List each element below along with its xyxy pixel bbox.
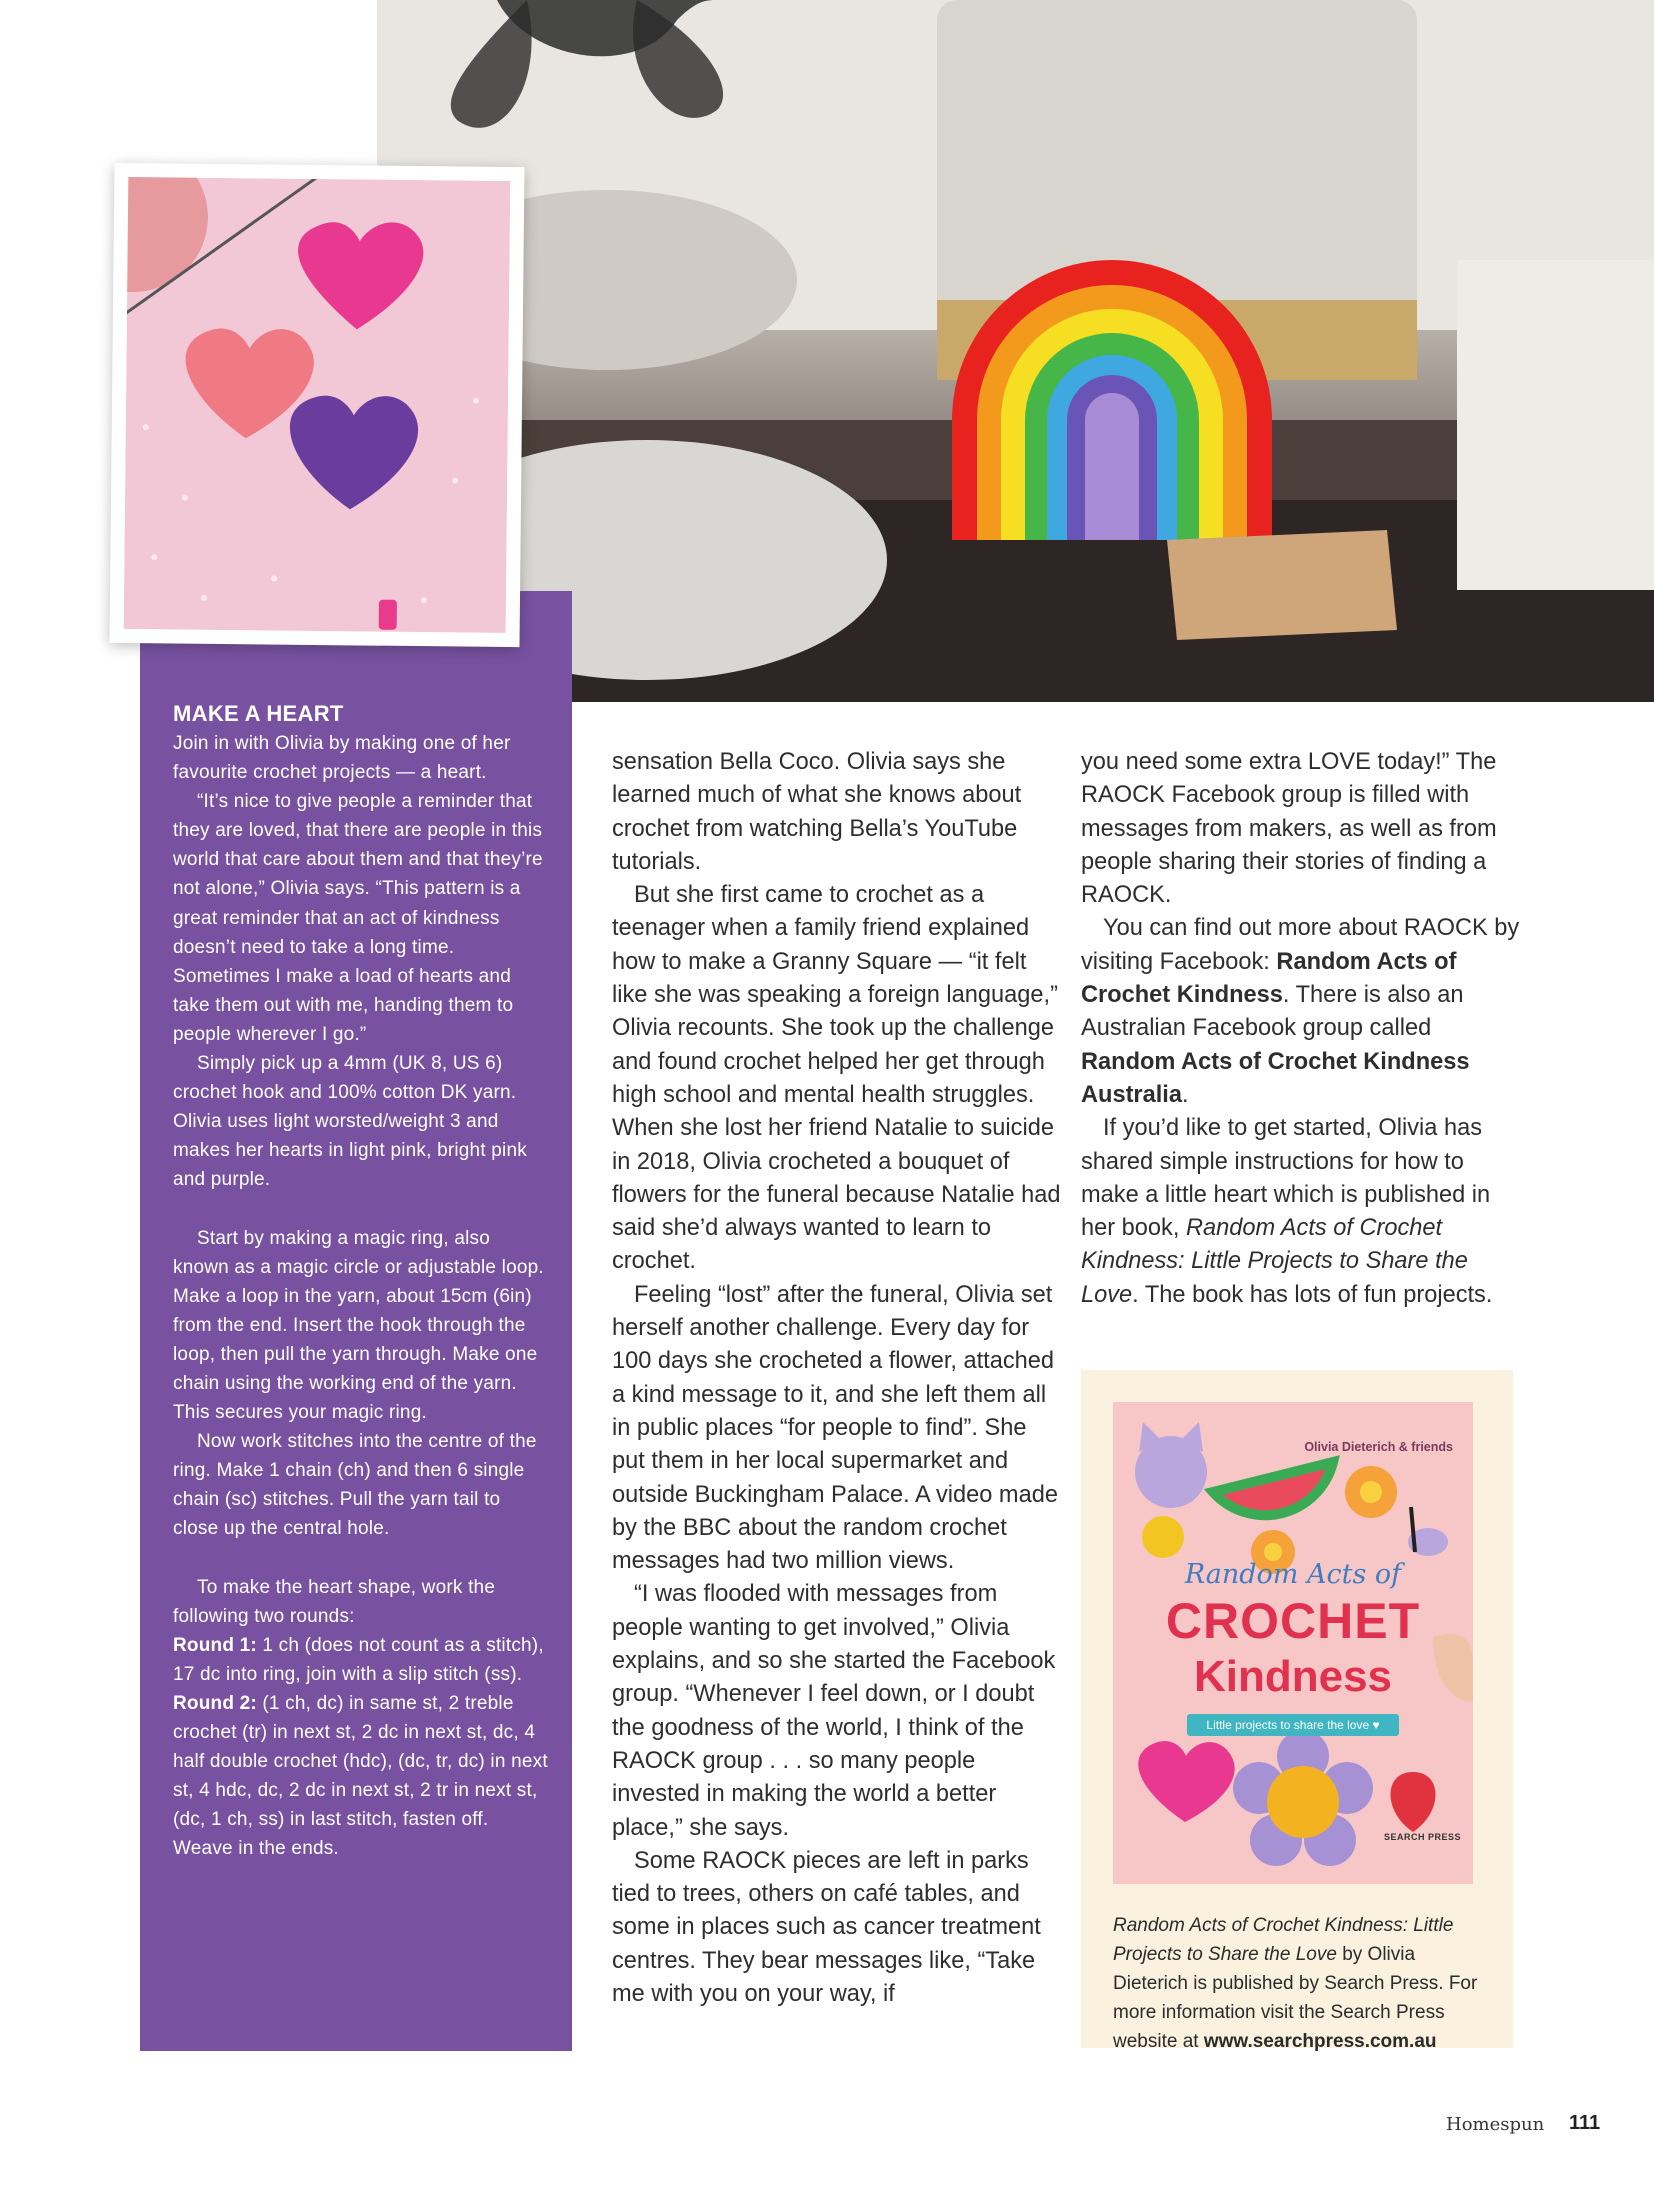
- stitches-paragraph: Now work stitches into the centre of the ring. Make 1 chain (ch) and then 6 single chain (sc) stitches. Pull the yarn tail to close up the central hole.: [173, 1431, 537, 1540]
- article-paragraph: “I was flooded with messages from people wanting to get involved,” Olivia explains, and so she started the Facebook group. “Whenever I feel down, or I doubt the goodness of the world, I think of the RAOCK group . . . so many people invested in making the world a better place,” she says.: [612, 1581, 1056, 1841]
- materials-paragraph: Simply pick up a 4mm (UK 8, US 6) crochet hook and 100% cotton DK yarn. Olivia uses light worsted/weight 3 and makes her hearts in light pink, bright pink and purple.: [173, 1053, 527, 1191]
- page-number: 111: [1569, 2112, 1601, 2134]
- text-run: .: [1181, 1081, 1189, 1108]
- book-caption: [1113, 1911, 1493, 2056]
- australian-facebook-group-link[interactable]: Random Acts of Crochet Kindness Australia: [1081, 1048, 1470, 1108]
- article-paragraph: Some RAOCK pieces are left in parks tied to trees, others on café tables, and some in places such as cancer treatment centres. They bear messages like, “Take me with you on your way, if: [612, 1847, 1041, 2007]
- article-column-2: [1081, 746, 1521, 1312]
- cover-title-line-2: CROCHET: [1165, 1593, 1421, 1649]
- article-paragraph: sensation Bella Coco. Olivia says she learned much of what she knows about crochet from watching Bella’s YouTube tutorials.: [612, 749, 1022, 875]
- text-run: If you’d like to get started, Olivia has shared simple instructions for how to make a little heart which is published in her book,: [1081, 1115, 1491, 1242]
- book-cover: [1113, 1402, 1473, 1884]
- article-column-1: [612, 746, 1062, 2011]
- cover-publisher: SEARCH PRESS: [1383, 1832, 1461, 1842]
- make-a-heart-intro: Join in with Olivia by making one of her favourite crochet projects — a heart.: [173, 733, 511, 784]
- book-title: Random Acts of Crochet Kindness: Little Projects to Share the Love: [1081, 1215, 1468, 1308]
- heart-shape-intro: To make the heart shape, work the following two rounds:: [173, 1576, 496, 1627]
- book-caption-title: Random Acts of Crochet Kindness: Little Projects to Share the Love: [1113, 1915, 1454, 1966]
- book-promo-box: [1081, 1370, 1513, 2053]
- make-a-heart-panel: [140, 591, 572, 2051]
- round-2-label: Round 2:: [173, 1692, 257, 1714]
- text-run: . There is also an Australian Facebook group called: [1081, 982, 1464, 1042]
- round-2-text: (1 ch, dc) in same st, 2 treble crochet (tr) in next st, 2 dc in next st, dc, 4 half double crochet (hdc), (dc, tr, dc) in next st, 4 hdc, dc, 2 dc in next st, 2 tr in next st, (dc, 1 ch, ss) in last stitch, fasten off.: [173, 1692, 548, 1831]
- hearts-polaroid-photo: [109, 163, 524, 647]
- cover-author: Olivia Dieterich & friends: [1304, 1440, 1453, 1454]
- article-paragraph: [1081, 912, 1521, 1112]
- magazine-name: Homespun: [1446, 2114, 1545, 2135]
- article-paragraph: But she first came to crochet as a teenager when a family friend explained how to make a Granny Square — “it felt like she was speaking a foreign language,” Olivia recounts. She took up the challenge and found crochet helped her get through high school and mental health struggles. When she lost her friend Natalie to suicide in 2018, Olivia crocheted a bouquet of flowers for the funeral because Natalie had said she’d always wanted to learn to crochet.: [612, 882, 1061, 1275]
- magic-ring-paragraph: Start by making a magic ring, also known as a magic circle or adjustable loop. Make a loop in the yarn, about 15cm (6in) from the end. Insert the hook through the loop, then pull the yarn through. Make one chain using the working end of the yarn. This secures your magic ring.: [173, 1227, 544, 1424]
- weave-instruction: Weave in the ends.: [173, 1838, 339, 1860]
- round-1-label: Round 1:: [173, 1634, 257, 1656]
- text-run: You can find out more about RAOCK by visiting Facebook:: [1081, 915, 1520, 975]
- round-2-instruction: [173, 1689, 548, 1834]
- round-1-text: 1 ch (does not count as a stitch), 17 dc into ring, join with a slip stitch (ss).: [173, 1634, 544, 1685]
- facebook-group-link[interactable]: Random Acts of Crochet Kindness: [1081, 948, 1457, 1009]
- round-1-instruction: [173, 1631, 548, 1689]
- article-paragraph: [1081, 1112, 1521, 1312]
- article-paragraph: Feeling “lost” after the funeral, Olivia set herself another challenge. Every day for 100 days she crocheted a flower, attached a kind message to it, and she left them all in public places “for people to find”. She put them in her local supermarket and outside Buckingham Palace. A video made by the BBC about the random crochet messages had two million views.: [612, 1281, 1058, 1575]
- make-a-heart-content: [173, 699, 548, 1863]
- make-a-heart-heading: MAKE A HEART: [173, 701, 344, 726]
- article-paragraph: you need some extra LOVE today!” The RAOCK Facebook group is filled with messages from makers, as well as from people sharing their stories of finding a RAOCK.: [1081, 749, 1497, 909]
- book-caption-text: [1113, 1911, 1493, 2056]
- text-run: . The book has lots of fun projects.: [1132, 1281, 1493, 1308]
- cover-title-line-3: Kindness: [1193, 1652, 1393, 1701]
- cover-subtitle: Little projects to share the love ♥: [1187, 1714, 1399, 1736]
- search-press-url-link[interactable]: www.searchpress.com.au: [1203, 2031, 1437, 2053]
- crochet-hearts-photo-icon: [124, 177, 511, 633]
- cover-title-line-1: Random Acts of: [1184, 1559, 1402, 1590]
- olivia-quote: “It’s nice to give people a reminder that they are loved, that there are people in this world that care about them and that they’re not alone,” Olivia says. “This pattern is a great reminder that an act of kindness doesn’t need to take a long time. Sometimes I make a load of hearts and take them out with me, handing them to people wherever I go.”: [173, 791, 543, 1045]
- book-caption-body: by Olivia Dieterich is published by Search Press. For more information visit the Search Press website at: [1113, 1944, 1478, 2053]
